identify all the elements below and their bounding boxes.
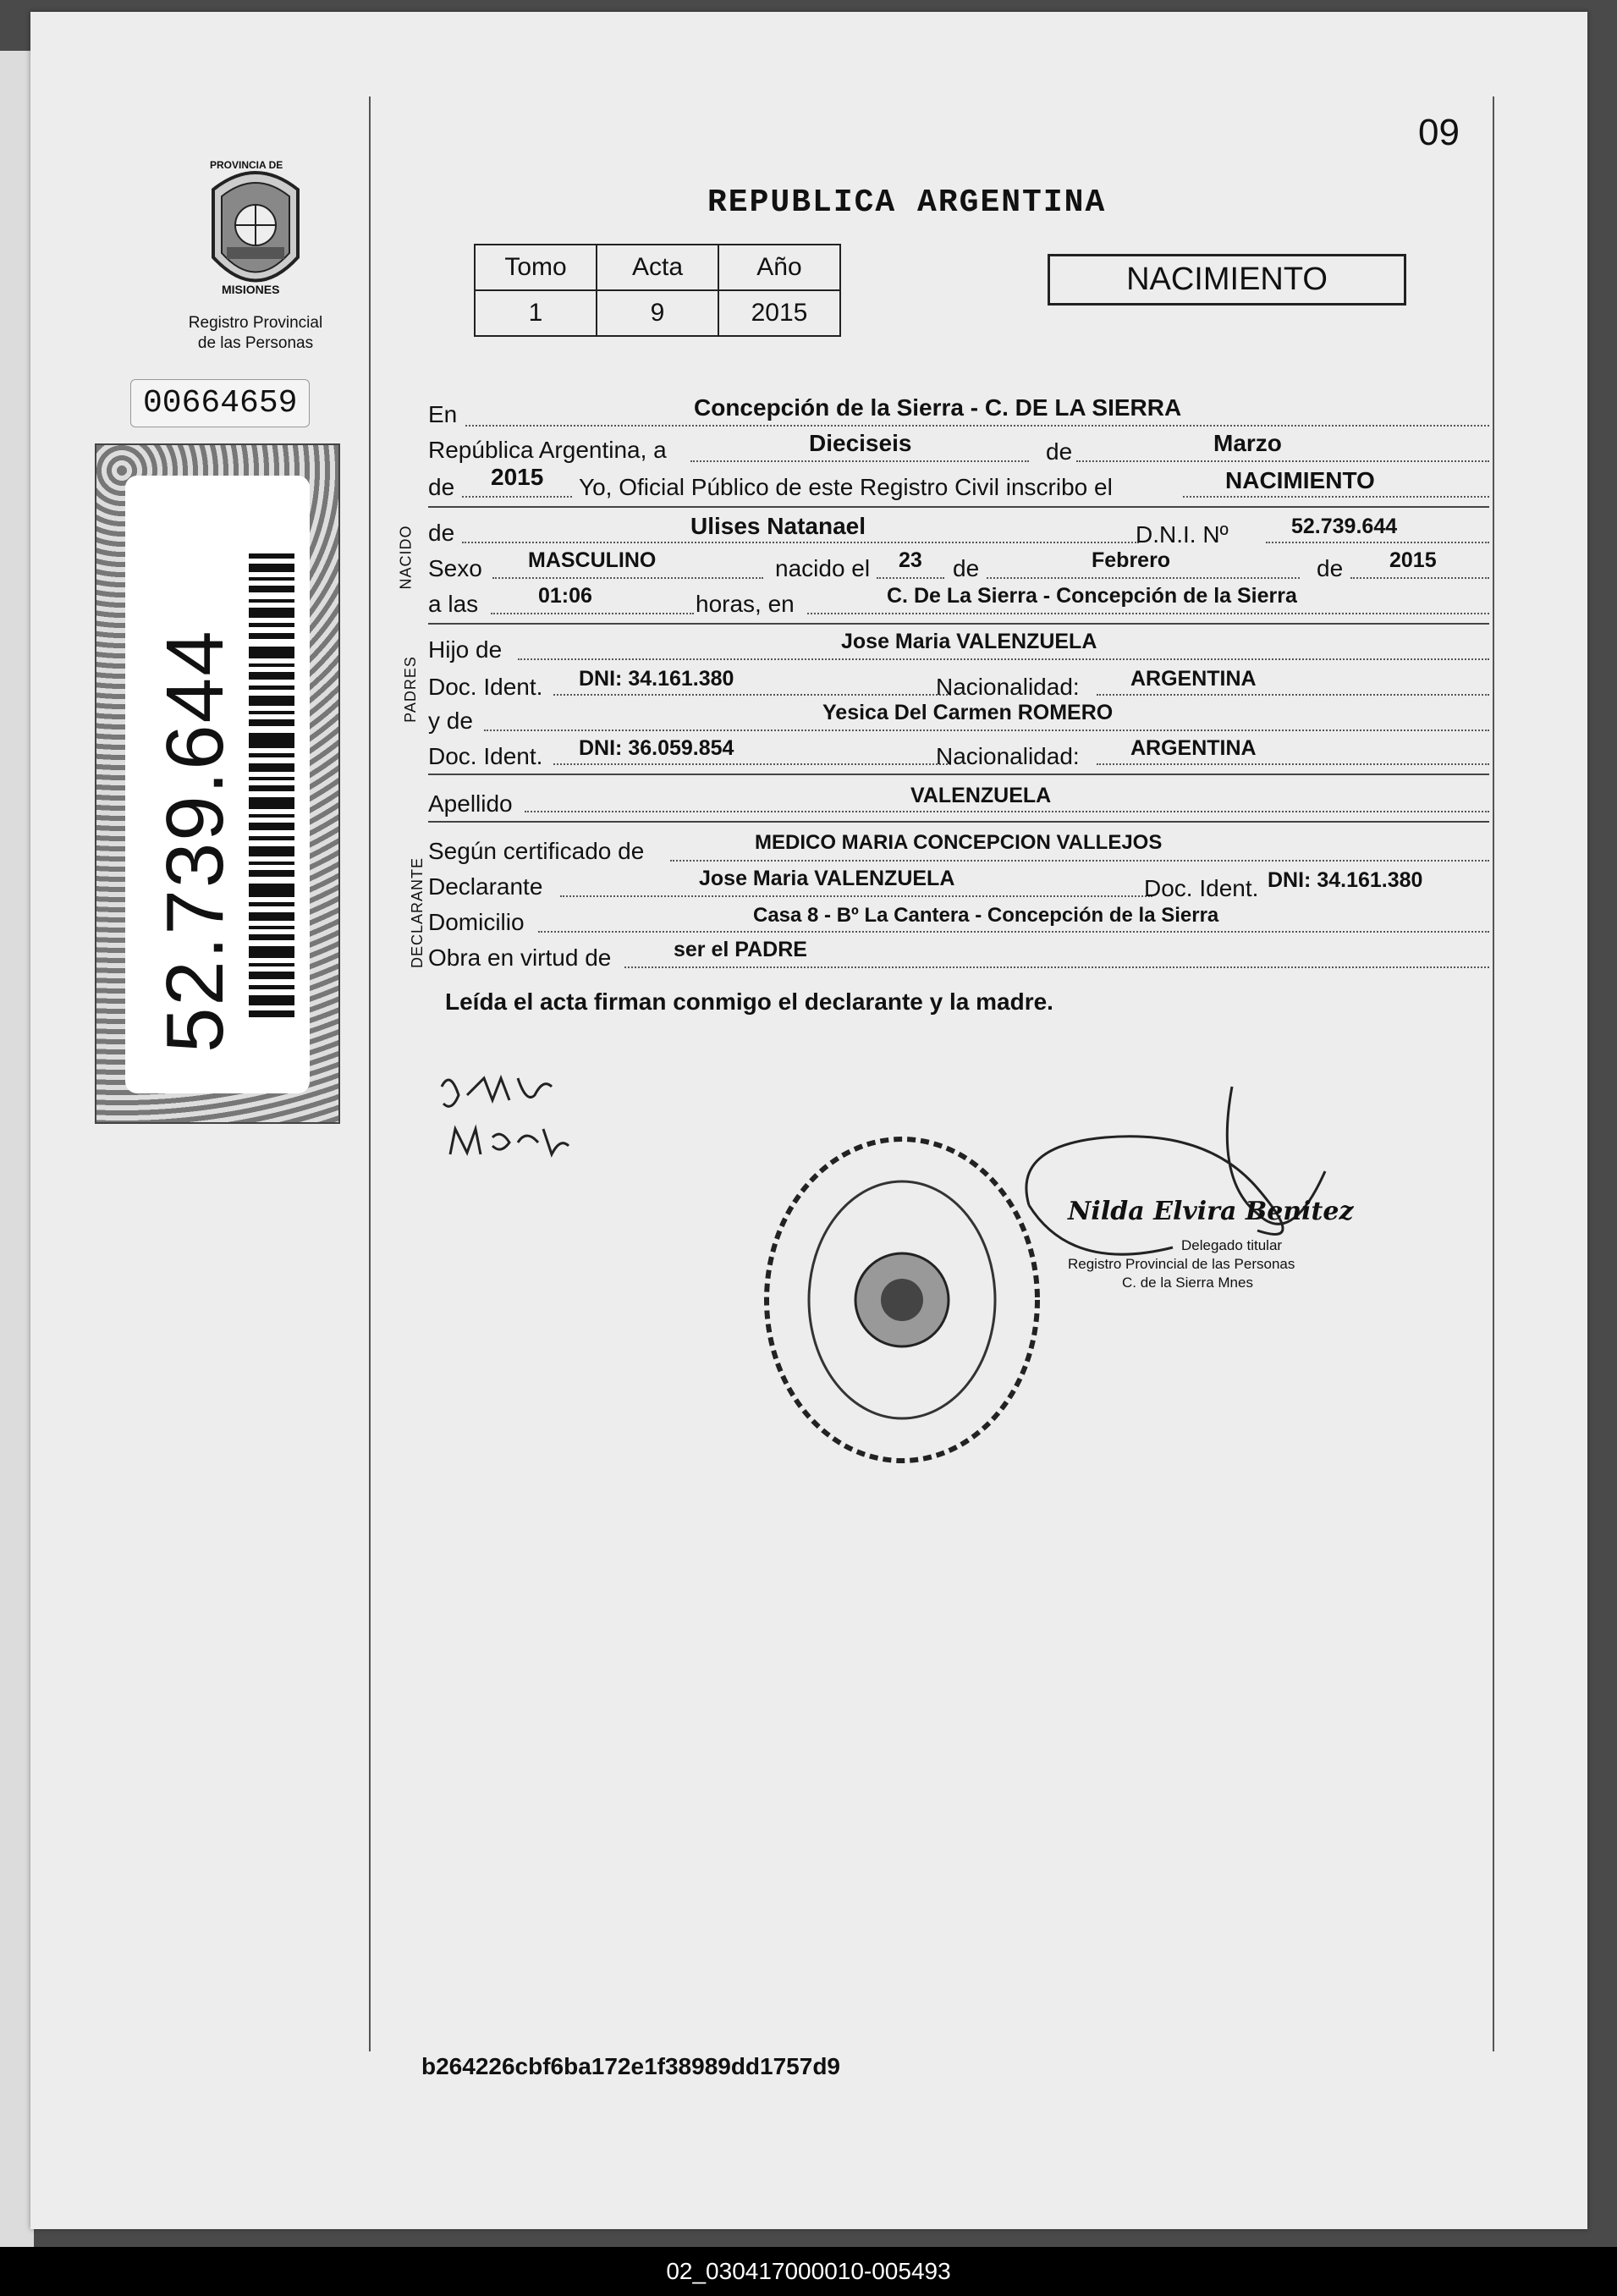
separator-nacido-top xyxy=(428,506,1489,508)
line-dni xyxy=(1266,542,1489,543)
record-type-box: NACIMIENTO xyxy=(1048,254,1406,306)
value-hora: 01:06 xyxy=(538,584,592,608)
closing-statement: Leída el acta firman conmigo el declarante y la madre. xyxy=(445,988,1053,1015)
tomo-value: 1 xyxy=(475,290,597,336)
value-dia-letra: Dieciseis xyxy=(809,430,912,456)
label-de-nombre: de xyxy=(428,520,455,546)
label-hijo-de: Hijo de xyxy=(428,636,503,663)
line-domicilio xyxy=(538,931,1489,933)
line-madre xyxy=(484,730,1489,731)
certificate-page xyxy=(30,12,1587,2229)
official-title-2: Registro Provincial de las Personas xyxy=(1068,1256,1295,1272)
value-padre: Jose Maria VALENZUELA xyxy=(841,630,1097,653)
separator-apellido-top xyxy=(428,774,1489,775)
right-margin-line xyxy=(1493,96,1494,2051)
value-sexo: MASCULINO xyxy=(528,548,657,572)
side-label-declarante: DECLARANTE xyxy=(409,856,426,969)
label-a-las: a las xyxy=(428,591,479,617)
document-hash: b264226cbf6ba172e1f38989dd1757d9 xyxy=(421,2053,841,2079)
tomo-acta-anio-table xyxy=(474,244,841,337)
line-mes-nac xyxy=(987,577,1300,579)
seal-top-text: PROVINCIA DE xyxy=(210,159,283,171)
line-nac-padre xyxy=(1097,694,1489,696)
value-padre-nac: ARGENTINA xyxy=(1130,667,1257,691)
value-anio-nac: 2015 xyxy=(1389,548,1437,572)
barcode-icon xyxy=(249,553,294,1027)
underlying-sheet xyxy=(0,51,34,2251)
line-padre xyxy=(518,658,1489,660)
registry-stamp xyxy=(758,1131,1046,1469)
label-declarante: Declarante xyxy=(428,873,543,900)
line-apellido xyxy=(525,811,1489,812)
line-tipo xyxy=(1183,496,1489,498)
registry-stamp-icon xyxy=(758,1131,1046,1469)
page-number: 09 xyxy=(1418,112,1460,153)
line-mes xyxy=(1076,460,1489,462)
line-lugar-nac xyxy=(807,613,1489,614)
anio-value: 2015 xyxy=(718,290,840,336)
line-declarante xyxy=(560,895,1152,897)
country-title: REPUBLICA ARGENTINA xyxy=(707,184,1107,221)
value-lugar: Concepción de la Sierra - C. DE LA SIERRA xyxy=(694,394,1182,421)
value-mes-nac: Febrero xyxy=(1092,548,1171,572)
value-madre-doc: DNI: 36.059.854 xyxy=(579,736,734,760)
official-title-1: Delegado titular xyxy=(1181,1237,1283,1253)
official-title-3: C. de la Sierra Mnes xyxy=(1122,1275,1253,1291)
value-anio-insc: 2015 xyxy=(491,464,544,490)
line-sexo xyxy=(492,577,763,579)
registry-label-line2: de las Personas xyxy=(197,334,314,352)
label-obra: Obra en virtud de xyxy=(428,944,612,971)
serial-number: 00664659 xyxy=(130,379,310,427)
label-nac-madre: Nacionalidad: xyxy=(936,743,1080,769)
line-doc-padre xyxy=(553,694,951,696)
label-y-de: y de xyxy=(428,708,473,734)
line-en xyxy=(465,425,1489,427)
value-declarante-doc: DNI: 34.161.380 xyxy=(1268,868,1423,892)
label-de-2: de xyxy=(428,474,455,500)
value-dni: 52.739.644 xyxy=(1291,515,1398,538)
seal-bottom-text: MISIONES xyxy=(222,283,280,296)
value-declarante: Jose Maria VALENZUELA xyxy=(699,867,955,890)
label-dni: D.N.I. Nº xyxy=(1136,521,1229,548)
line-dia-nac xyxy=(877,577,944,579)
label-de-mes: de xyxy=(953,555,980,581)
value-apellido: VALENZUELA xyxy=(910,784,1052,807)
line-nombre xyxy=(462,542,1139,543)
label-yo: Yo, Oficial Público de este Registro Civil inscribo el xyxy=(579,474,1113,500)
value-domicilio: Casa 8 - Bº La Cantera - Concepción de la Sierra xyxy=(753,904,1219,927)
label-sexo: Sexo xyxy=(428,555,482,581)
line-anio-nac xyxy=(1350,577,1489,579)
signature-declarante-icon xyxy=(433,1061,594,1180)
acta-value: 9 xyxy=(597,290,718,336)
label-domicilio: Domicilio xyxy=(428,909,525,935)
anio-header: Año xyxy=(718,245,840,290)
value-nombre: Ulises Natanael xyxy=(690,513,866,539)
tomo-header: Tomo xyxy=(475,245,597,290)
label-de-1: de xyxy=(1046,438,1073,465)
label-doc-madre: Doc. Ident. xyxy=(428,743,543,769)
separator-padres-top xyxy=(428,623,1489,625)
registry-label xyxy=(171,313,340,354)
label-nacido-el: nacido el xyxy=(775,555,871,581)
line-dia xyxy=(690,460,1029,462)
label-nac-padre: Nacionalidad: xyxy=(936,674,1080,700)
line-obra xyxy=(624,966,1489,968)
barcode-stripes xyxy=(249,553,294,1027)
signature-declarante xyxy=(433,1061,594,1184)
value-padre-doc: DNI: 34.161.380 xyxy=(579,667,734,691)
separator-declarante-top xyxy=(428,821,1489,823)
value-tipo-insc: NACIMIENTO xyxy=(1225,467,1375,493)
value-madre: Yesica Del Carmen ROMERO xyxy=(822,701,1114,724)
value-dia-nac: 23 xyxy=(899,548,922,572)
value-lugar-nac: C. De La Sierra - Concepción de la Sierra xyxy=(887,584,1297,608)
vertical-dni-number: 52.739.644 xyxy=(150,629,240,1053)
value-certificado: MEDICO MARIA CONCEPCION VALLEJOS xyxy=(755,831,1163,854)
side-label-padres: PADRES xyxy=(401,656,419,723)
left-column-divider xyxy=(369,96,371,2051)
label-doc-padre: Doc. Ident. xyxy=(428,674,543,700)
value-mes-insc: Marzo xyxy=(1213,430,1282,456)
registry-label-line1: Registro Provincial xyxy=(188,314,323,332)
official-name: Nilda Elvira Benitez xyxy=(1068,1197,1354,1226)
label-en: En xyxy=(428,401,458,427)
acta-header: Acta xyxy=(597,245,718,290)
line-hora xyxy=(491,613,694,614)
label-horas-en: horas, en xyxy=(696,591,795,617)
value-madre-nac: ARGENTINA xyxy=(1130,736,1257,760)
line-certificado xyxy=(670,860,1489,862)
footer-code: 02_030417000010-005493 xyxy=(666,2258,951,2284)
side-label-nacido: NACIDO xyxy=(397,525,415,590)
label-de-anio: de xyxy=(1317,555,1344,581)
line-anio-insc xyxy=(462,496,572,498)
line-doc-madre xyxy=(553,763,951,765)
label-apellido: Apellido xyxy=(428,790,513,817)
label-republica: República Argentina, a xyxy=(428,437,667,463)
label-segun: Según certificado de xyxy=(428,838,645,864)
value-obra: ser el PADRE xyxy=(674,938,807,961)
label-doc-declarante: Doc. Ident. xyxy=(1144,875,1259,901)
line-nac-madre xyxy=(1097,763,1489,765)
